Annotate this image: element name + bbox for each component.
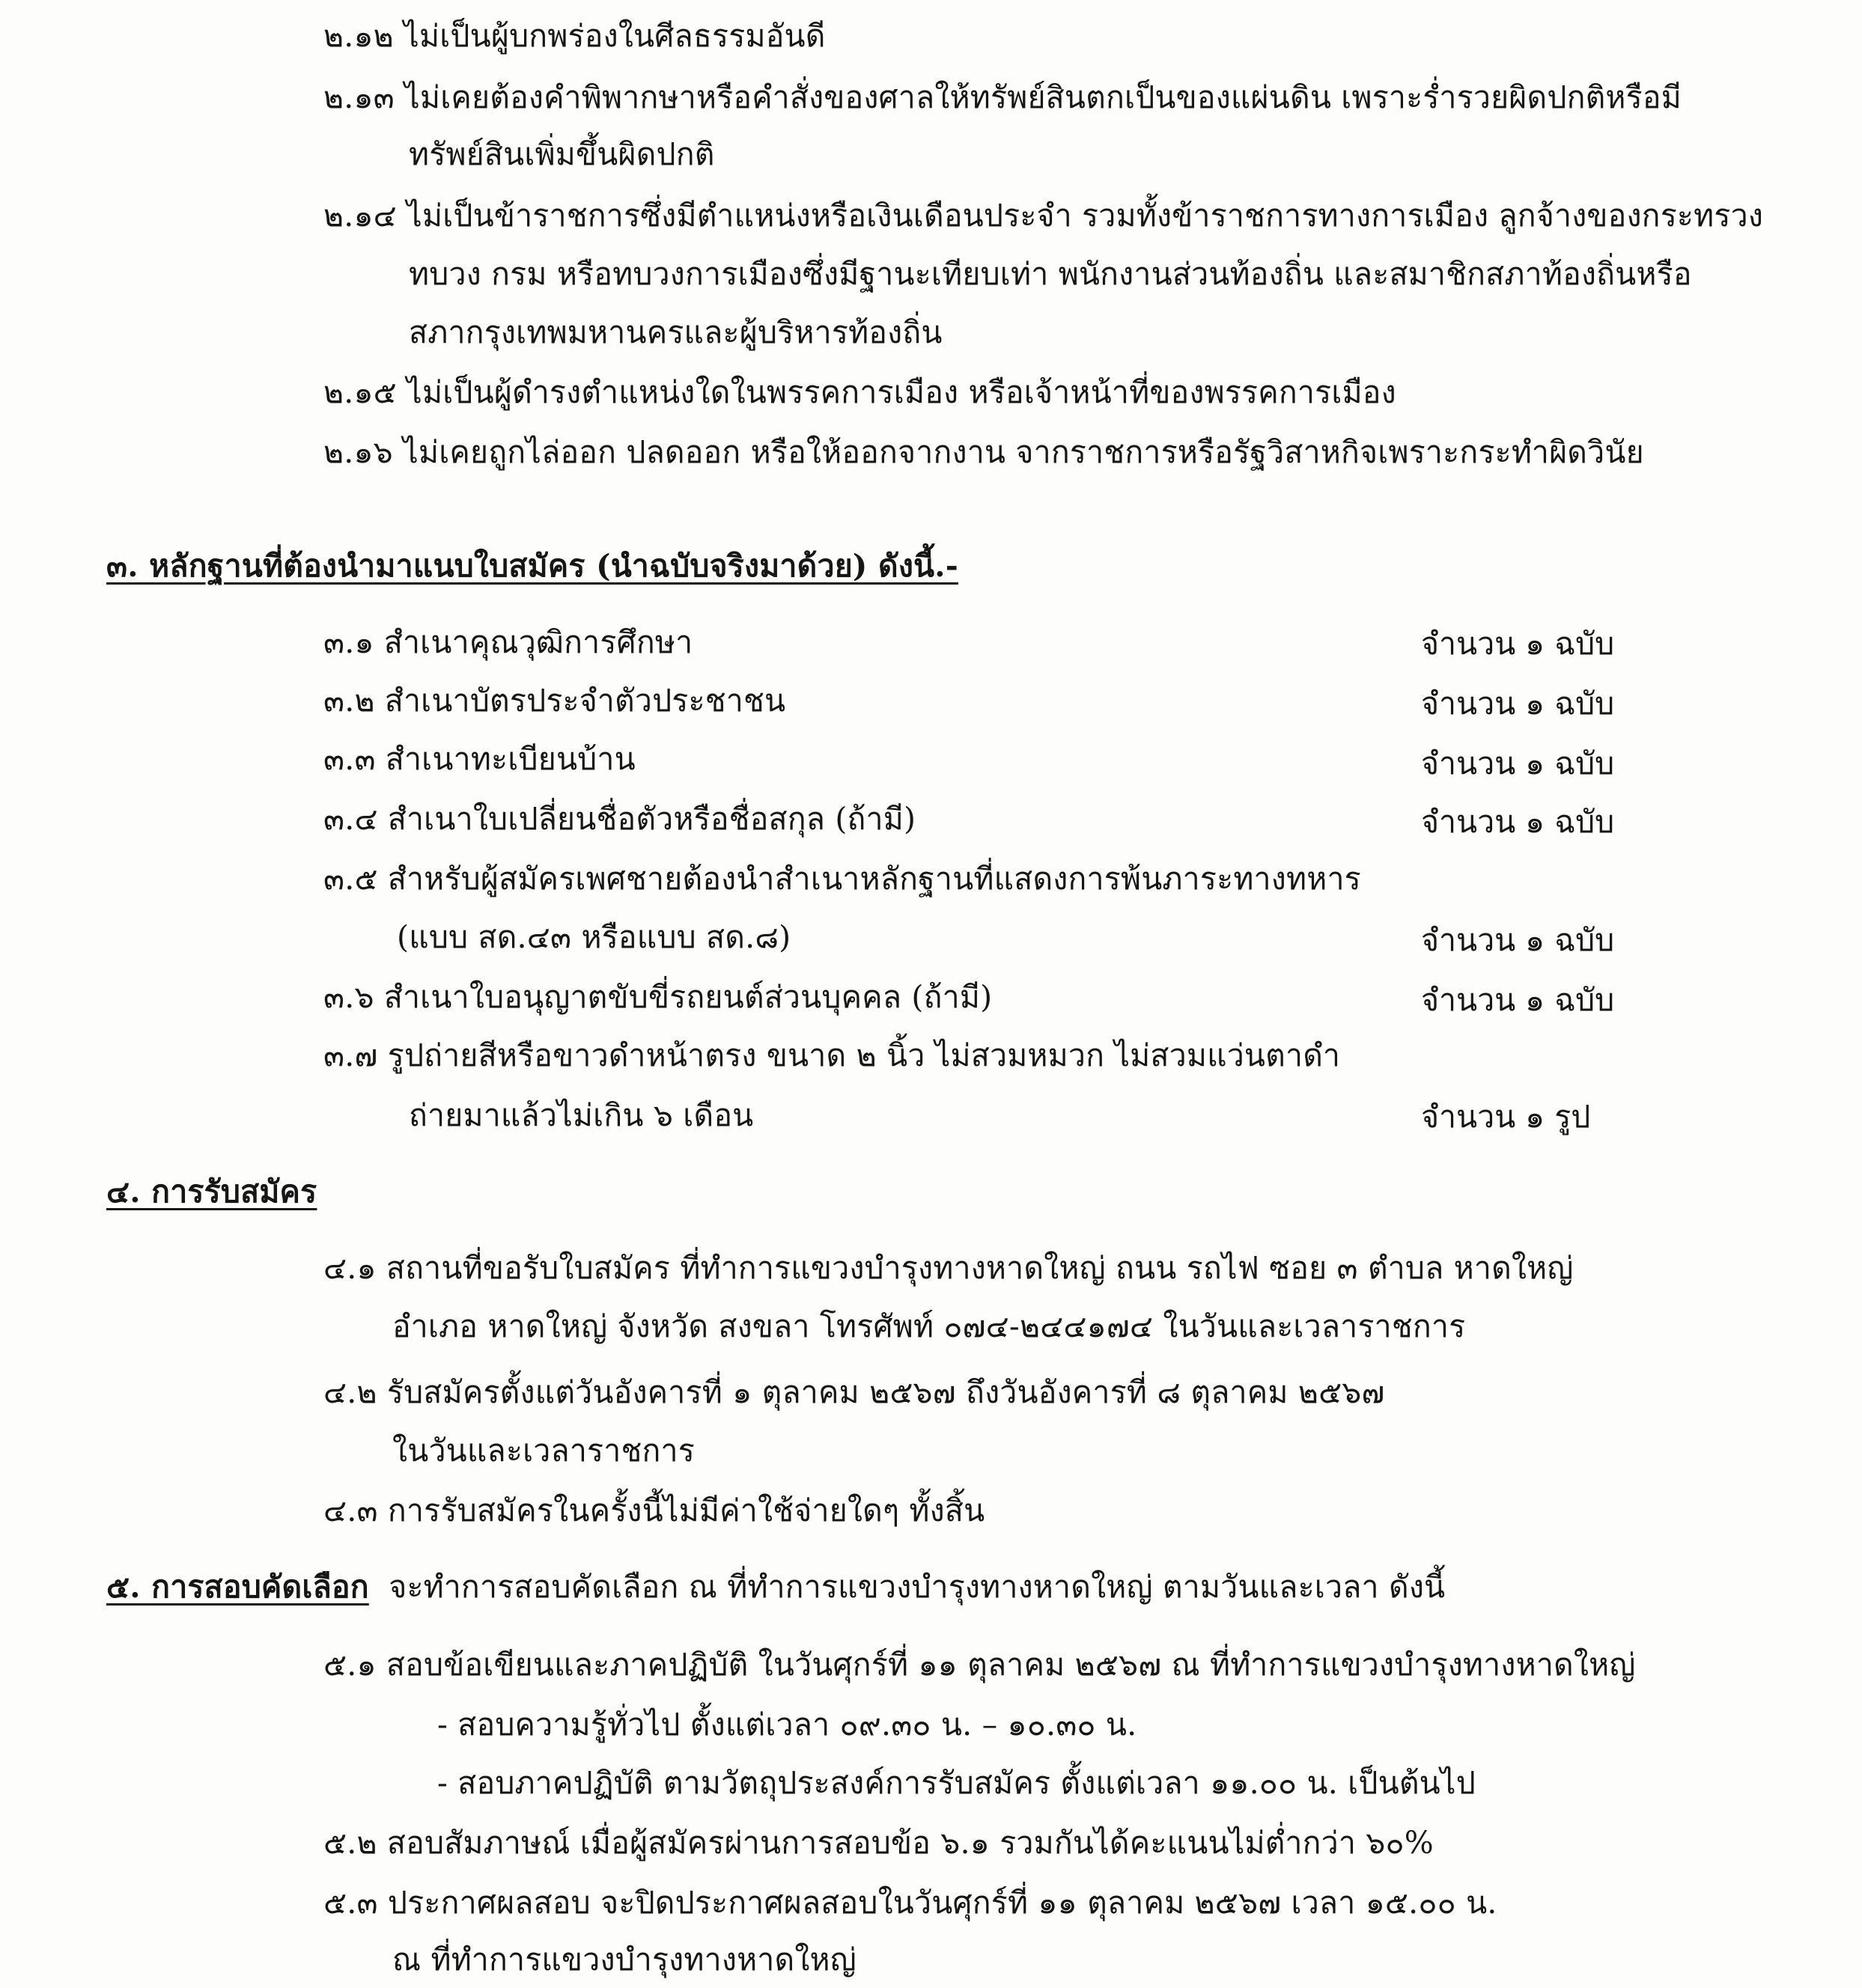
item-4-1-line2: อำเภอ หาดใหญ่ จังหวัด สงขลา โทรศัพท์ ๐๗๔-๒๔๔๑๗๔ ในวันและเวลาราชการ [392, 1308, 1466, 1344]
item-2-16: ๒.๑๖ ไม่เคยถูกไล่ออก ปลดออก หรือให้ออกจากงาน จากราชการหรือรัฐวิสาหกิจเพราะกระทำผิดวินัย [323, 434, 1644, 470]
item-3-7-count: จำนวน ๑ รูป [1421, 1099, 1591, 1135]
item-3-1-label: ๓.๑ สำเนาคุณวุฒิการศึกษา [323, 624, 693, 660]
item-2-13-line2: ทรัพย์สินเพิ่มขึ้นผิดปกติ [409, 136, 715, 172]
section-5-heading: ๕. การสอบคัดเลือก [106, 1569, 369, 1605]
item-3-5-label: ๓.๕ สำหรับผู้สมัครเพศชายต้องนำสำเนาหลักฐานที่แสดงการพ้นภาระทางทหาร [323, 861, 1361, 897]
item-4-3: ๔.๓ การรับสมัครในครั้งนี้ไม่มีค่าใช้จ่ายใดๆ ทั้งสิ้น [323, 1492, 985, 1528]
section-5-heading-line [106, 1564, 1445, 1609]
section-3-heading: ๓. หลักฐานที่ต้องนำมาแนบใบสมัคร (นำฉบับจริงมาด้วย) ดังนี้.- [106, 548, 958, 584]
item-3-6-count: จำนวน ๑ ฉบับ [1421, 982, 1615, 1018]
item-2-12: ๒.๑๒ ไม่เป็นผู้บกพร่องในศีลธรรมอันดี [323, 18, 826, 54]
item-2-14-line3: สภากรุงเทพมหานครและผู้บริหารท้องถิ่น [409, 314, 943, 350]
item-3-3-count: จำนวน ๑ ฉบับ [1421, 746, 1615, 781]
item-3-4-label: ๓.๔ สำเนาใบเปลี่ยนชื่อตัวหรือชื่อสกุล (ถ้ามี) [323, 801, 916, 837]
item-5-3-line2: ณ ที่ทำการแขวงบำรุงทางหาดใหญ่ [392, 1942, 857, 1978]
section-5-heading-rest: จะทำการสอบคัดเลือก ณ ที่ทำการแขวงบำรุงทางหาดใหญ่ ตามวันและเวลา ดังนี้ [389, 1569, 1446, 1605]
item-3-6-label: ๓.๖ สำเนาใบอนุญาตขับขี่รถยนต์ส่วนบุคคล (ถ้ามี) [323, 979, 993, 1015]
item-5-3-line1: ๕.๓ ประกาศผลสอบ จะปิดประกาศผลสอบในวันศุกร์ที่ ๑๑ ตุลาคม ๒๕๖๗ เวลา ๑๕.๐๐ น. [323, 1885, 1497, 1921]
item-3-1-count: จำนวน ๑ ฉบับ [1421, 626, 1615, 662]
item-3-5-count: จำนวน ๑ ฉบับ [1421, 922, 1615, 958]
item-3-4-count: จำนวน ๑ ฉบับ [1421, 804, 1615, 840]
item-2-15: ๒.๑๕ ไม่เป็นผู้ดำรงตำแหน่งใดในพรรคการเมือง หรือเจ้าหน้าที่ของพรรคการเมือง [323, 374, 1396, 410]
item-4-2-line2: ในวันและเวลาราชการ [392, 1433, 695, 1469]
item-3-3-label: ๓.๓ สำเนาทะเบียนบ้าน [323, 741, 636, 777]
item-3-5-label2: (แบบ สด.๔๓ หรือแบบ สด.๘) [397, 919, 791, 955]
item-3-2-label: ๓.๒ สำเนาบัตรประจำตัวประชาชน [323, 683, 786, 719]
item-2-13-line1: ๒.๑๓ ไม่เคยต้องคำพิพากษาหรือคำสั่งของศาลให้ทรัพย์สินตกเป็นของแผ่นดิน เพราะร่ำรวยผิดปกติหรือมี [323, 79, 1682, 115]
item-3-7-label2: ถ่ายมาแล้วไม่เกิน ๖ เดือน [409, 1097, 754, 1133]
item-2-14-line1: ๒.๑๔ ไม่เป็นข้าราชการซึ่งมีตำแหน่งหรือเงินเดือนประจำ รวมทั้งข้าราชการทางการเมือง ลูกจ้างของกระทรวง [323, 198, 1764, 234]
item-4-1-line1: ๔.๑ สถานที่ขอรับใบสมัคร ที่ทำการแขวงบำรุงทางหาดใหญ่ ถนน รถไฟ ซอย ๓ ตำบล หาดใหญ่ [323, 1250, 1574, 1286]
item-3-7-label: ๓.๗ รูปถ่ายสีหรือขาวดำหน้าตรง ขนาด ๒ นิ้ว ไม่สวมหมวก ไม่สวมแว่นตาดำ [323, 1037, 1341, 1073]
item-5-1-b: - สอบภาคปฏิบัติ ตามวัตถุประสงค์การรับสมัคร ตั้งแต่เวลา ๑๑.๐๐ น. เป็นต้นไป [437, 1765, 1476, 1801]
item-5-2: ๕.๒ สอบสัมภาษณ์ เมื่อผู้สมัครผ่านการสอบข้อ ๖.๑ รวมกันได้คะแนนไม่ต่ำกว่า ๖๐% [323, 1825, 1434, 1861]
item-5-1: ๕.๑ สอบข้อเขียนและภาคปฏิบัติ ในวันศุกร์ที่ ๑๑ ตุลาคม ๒๕๖๗ ณ ที่ทำการแขวงบำรุงทางหาดใหญ่ [323, 1647, 1636, 1683]
item-5-1-a: - สอบความรู้ทั่วไป ตั้งแต่เวลา ๐๙.๓๐ น. – ๑๐.๓๐ น. [437, 1707, 1137, 1742]
item-4-2-line1: ๔.๒ รับสมัครตั้งแต่วันอังคารที่ ๑ ตุลาคม ๒๕๖๗ ถึงวันอังคารที่ ๘ ตุลาคม ๒๕๖๗ [323, 1374, 1385, 1410]
item-3-2-count: จำนวน ๑ ฉบับ [1421, 686, 1615, 722]
item-2-14-line2: ทบวง กรม หรือทบวงการเมืองซึ่งมีฐานะเทียบเท่า พนักงานส่วนท้องถิ่น และสมาชิกสภาท้องถิ่นหรือ [409, 256, 1692, 292]
section-4-heading: ๔. การรับสมัคร [106, 1174, 317, 1210]
